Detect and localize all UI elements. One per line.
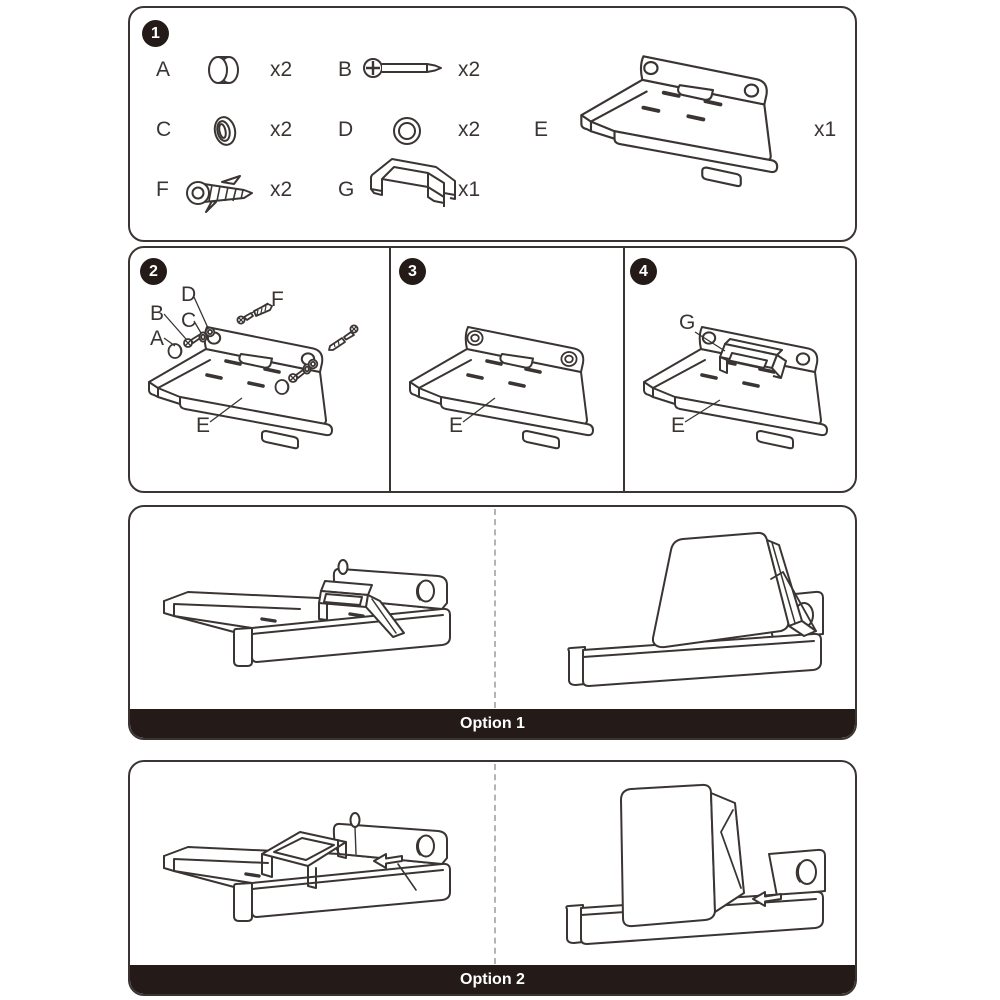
washer-icon bbox=[389, 113, 425, 149]
step-2-badge: 2 bbox=[140, 258, 167, 285]
part-c-qty: x2 bbox=[270, 118, 293, 141]
option2-bracket-drawing bbox=[150, 790, 470, 950]
part-g-qty: x1 bbox=[458, 178, 481, 201]
step2-label-a: A bbox=[150, 327, 165, 350]
option1-banner-label: Option 1 bbox=[460, 714, 525, 732]
step-3-drawing bbox=[391, 248, 623, 491]
bracket-drawing bbox=[568, 48, 798, 208]
step2-label-f: F bbox=[271, 288, 284, 311]
cap-icon bbox=[200, 52, 246, 88]
step2-label-b: B bbox=[150, 302, 165, 325]
option1-banner bbox=[130, 709, 855, 738]
panel-step-1-parts bbox=[128, 6, 857, 242]
part-c-label: C bbox=[156, 118, 172, 141]
option1-mounted-drawing bbox=[525, 522, 855, 702]
part-e-qty: x1 bbox=[814, 118, 837, 141]
option2-banner-label: Option 2 bbox=[460, 970, 525, 988]
part-f-qty: x2 bbox=[270, 178, 293, 201]
step-2-drawing bbox=[130, 248, 389, 491]
step2-label-e: E bbox=[196, 414, 211, 437]
part-f-label: F bbox=[156, 178, 169, 201]
step-1-badge: 1 bbox=[142, 20, 169, 47]
option2-mounted-drawing bbox=[525, 772, 857, 962]
step4-label-g: G bbox=[679, 311, 696, 334]
step-3-badge: 3 bbox=[399, 258, 426, 285]
option1-bracket-drawing bbox=[150, 535, 470, 695]
step3-label-e: E bbox=[449, 414, 464, 437]
option1-divider bbox=[494, 509, 496, 708]
panel-steps-2-4 bbox=[128, 246, 857, 493]
grommet-icon bbox=[209, 111, 241, 151]
part-g-label: G bbox=[338, 178, 355, 201]
clip-icon bbox=[358, 153, 462, 219]
option2-divider bbox=[494, 764, 496, 964]
part-d-qty: x2 bbox=[458, 118, 481, 141]
step4-label-e: E bbox=[671, 414, 686, 437]
step-4-drawing bbox=[625, 248, 857, 491]
part-b-qty: x2 bbox=[458, 58, 481, 81]
panel-option-1 bbox=[128, 505, 857, 740]
step2-label-d: D bbox=[181, 283, 197, 306]
part-b-label: B bbox=[338, 58, 353, 81]
part-e-label: E bbox=[534, 118, 549, 141]
step2-label-c: C bbox=[181, 309, 197, 332]
step-4-badge: 4 bbox=[630, 258, 657, 285]
part-a-label: A bbox=[156, 58, 171, 81]
part-a-qty: x2 bbox=[270, 58, 293, 81]
option2-banner bbox=[130, 965, 855, 994]
wall-anchor-icon bbox=[182, 168, 268, 216]
part-d-label: D bbox=[338, 118, 354, 141]
screw-icon bbox=[361, 54, 453, 82]
panel-option-2 bbox=[128, 760, 857, 996]
